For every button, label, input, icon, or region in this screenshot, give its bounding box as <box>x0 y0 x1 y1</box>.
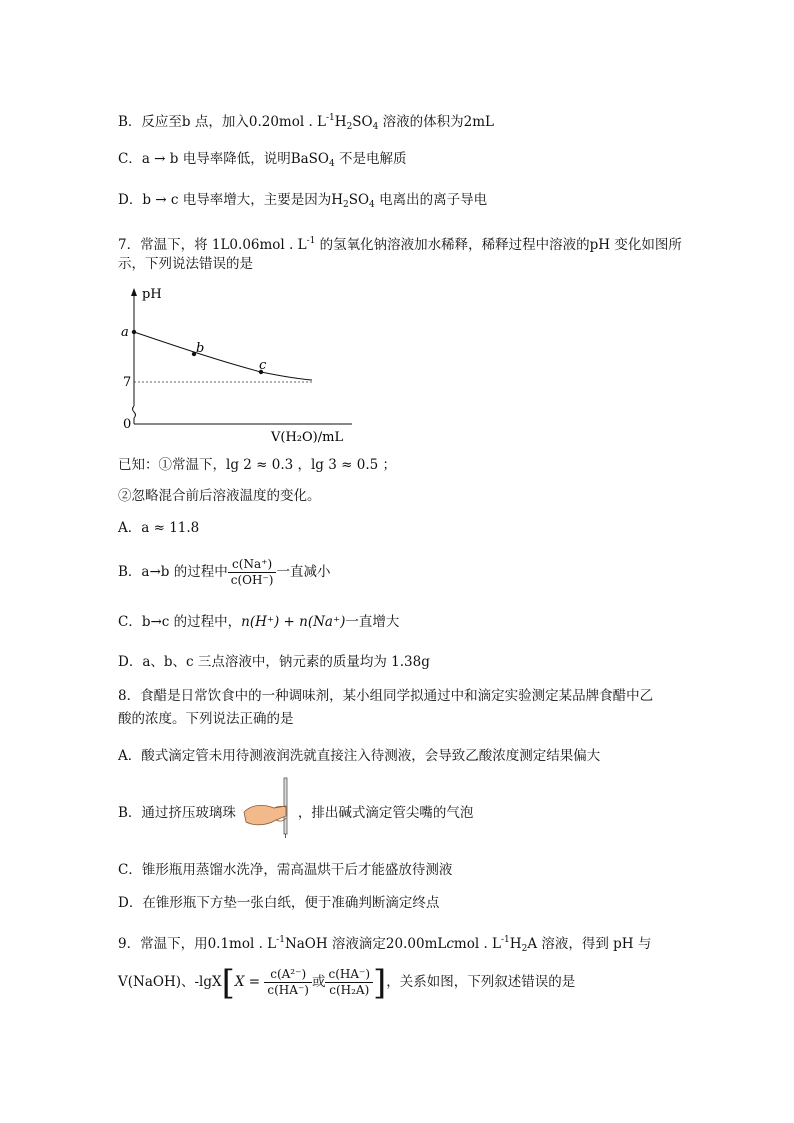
q7-ph-graph <box>116 284 366 448</box>
graph-axis-a: a <box>121 325 129 340</box>
q8-option-c: C．锥形瓶用蒸馏水洗净，需高温烘干后才能盛放待测液 <box>118 862 453 878</box>
q8-option-a: A．酸式滴定管未用待测液润洗就直接注入待测液，会导致乙酸浓度测定结果偏大 <box>118 748 601 764</box>
graph-point-b: b <box>196 341 205 356</box>
graph-origin: 0 <box>123 417 132 432</box>
q7-option-a: A．a ≈ 11.8 <box>118 520 200 536</box>
graph-point-c: c <box>259 358 267 373</box>
q9-fraction-2: $\frac{c(HA^-)}{\text{c(H₂A)}}$ <box>325 967 373 998</box>
graph-y-label: pH <box>142 287 162 302</box>
q7-stem-line1: 7．常温下，将 1L0.06mol . $L^{-1}$ 的氢氧化钠溶液加水稀释，稀释过程中溶液的pH 变化如图所 <box>118 236 682 253</box>
q6-option-d: D．b → c 电导率增大，主要是因为$H_2SO_4$ 电离出的离子导电 <box>118 192 488 210</box>
q9-stem-line2: V(NaOH)、-lgX[X = $\frac{\text{c(A²⁻)}}{c(HA^-)}$ 或 $\frac{c(HA^-)}{\text{c(H₂A)}}$ ]，关系如图，下列叙述错误的是 <box>118 962 576 1003</box>
q8-option-b: B．通过挤压玻璃珠 ，排出碱式滴定管尖嘴的气泡 <box>118 805 474 821</box>
hand-burette-image <box>240 776 300 838</box>
q7-option-d: D．a、b、c 三点溶液中，钠元素的质量均为 1.38g <box>118 654 430 670</box>
q7-option-b: B．a→b 的过程中 $\frac{c(Na^+)}{c(OH^-)}$ 一直减小 <box>118 557 331 587</box>
q6-option-b: B．反应至b 点，加入0.20mol . $L^{-1}H_2SO_4$ 溶液的体积为2mL <box>118 113 495 132</box>
q8-stem-line1: 8．食醋是日常饮食中的一种调味剂，某小组同学拟通过中和滴定实验测定某品牌食醋中乙 <box>118 688 654 704</box>
graph-tick-7: 7 <box>123 375 132 390</box>
q7-stem-line2: 示，下列说法错误的是 <box>118 256 253 272</box>
q7-b-fraction: $\frac{c(Na^+)}{c(OH^-)}$ <box>228 557 277 588</box>
q9-stem-line1: 9．常温下，用0.1mol . $L^{-1}NaOH$ 溶液滴定20.00mLcmol . $L^{-1}H_2A$ 溶液，得到 pH 与 <box>118 935 652 954</box>
q8-stem-line2: 酸的浓度。下列说法正确的是 <box>118 711 294 727</box>
q6-option-c: C．a → b 电导率降低，说明BaSO$_4$ 不是电解质 <box>118 151 407 169</box>
q8-option-d: D．在锥形瓶下方垫一张白纸，便于准确判断滴定终点 <box>118 895 440 911</box>
q7-known-1: 已知：①常温下，lg 2 ≈ 0.3 ，lg 3 ≈ 0.5 ； <box>118 457 396 473</box>
q7-option-c: C．b→c 的过程中，n(H⁺) + n(Na⁺)一直增大 <box>118 614 400 630</box>
q9-fraction-1: $\frac{\text{c(A²⁻)}}{c(HA^-)}$ <box>264 967 312 998</box>
graph-x-label: V(H₂O)/mL <box>271 430 344 445</box>
q7-known-2: ②忽略混合前后溶液温度的变化。 <box>118 488 321 504</box>
